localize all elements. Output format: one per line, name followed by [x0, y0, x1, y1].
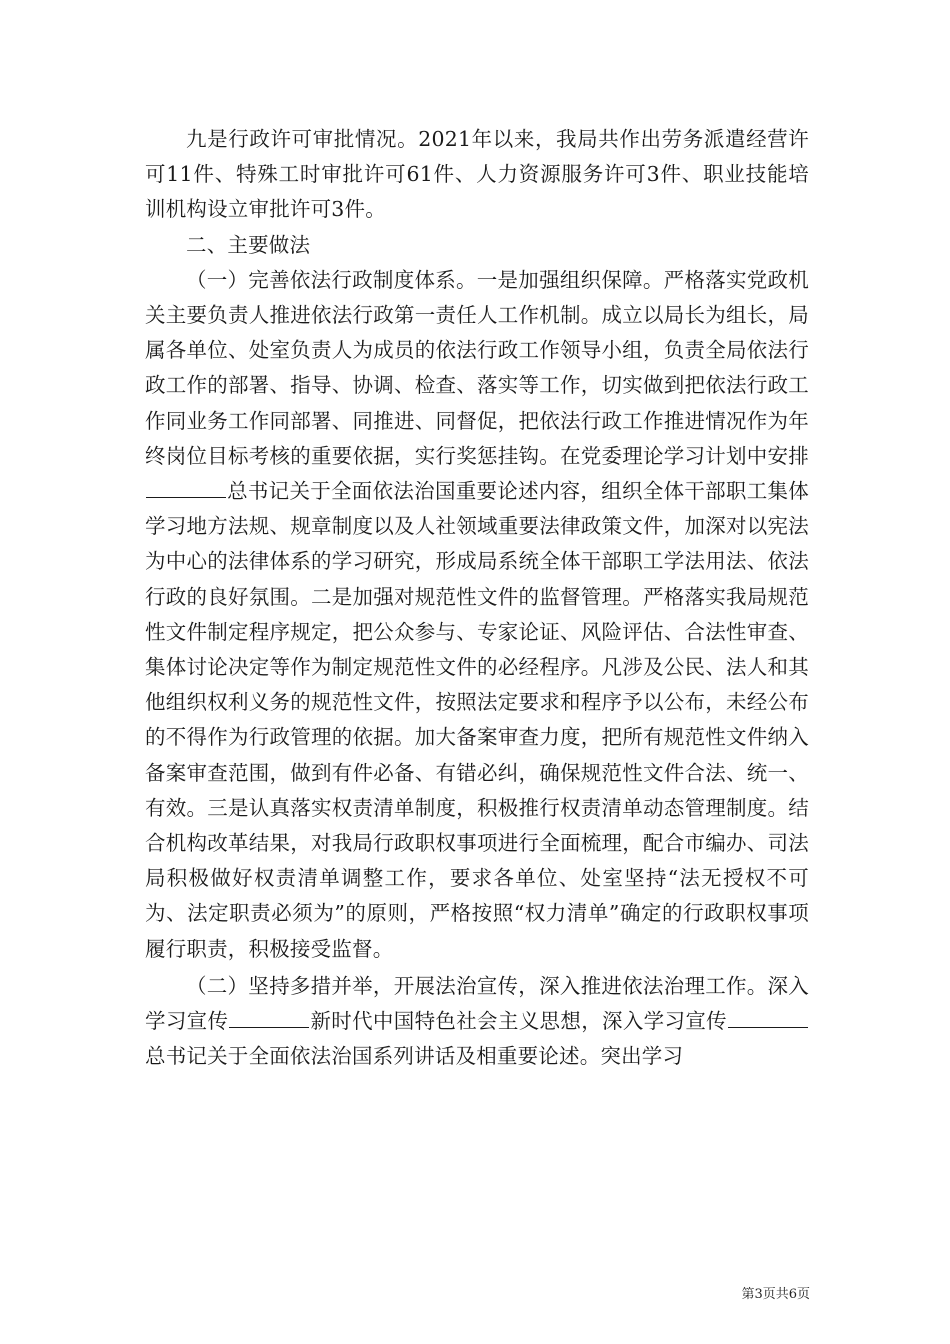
paragraph-text-segment: 总书记关于全面依法治国系列讲话及相重要论述。突出学习 — [145, 1044, 684, 1069]
section-heading-main-practices: 二、主要做法 — [186, 232, 311, 257]
paragraph-text-segment: （一）完善依法行政制度体系。一是加强组织保障。严格落实党政机关主要负责人推进依法行政第一责任人工作机制。成立以局长为组长，局属各单位、处室负责人为成员的依法行政工作领导小组，负责全局依法行政工作的部署、指导、协调、检查、落实等工作，切实做到把依法行政工作同业务工作同部署、同推进、同督促，把依法行政工作推进情况作为年终岗位目标考核的重要依据，实行奖惩挂钩。在党委理论学习计划中安排 — [145, 267, 809, 468]
paragraph-legal-admin-system — [145, 263, 809, 967]
paragraph-license-approval: 九是行政许可审批情况。2021年以来，我局共作出劳务派遣经营许可11件、特殊工时审批许可61件、人力资源服务许可3件、职业技能培训机构设立审批许可3件。 — [145, 127, 809, 222]
redacted-blank — [229, 1008, 309, 1028]
paragraph-text-segment: 新时代中国特色社会主义思想，深入学习宣传 — [310, 1009, 727, 1034]
redacted-blank — [728, 1008, 808, 1028]
paragraph-legal-publicity — [145, 969, 809, 1075]
redacted-blank — [146, 478, 226, 498]
document-body — [145, 122, 809, 1074]
page-number-footer: 第3页共6页 — [741, 1287, 810, 1302]
paragraph-text-segment: 总书记关于全面依法治国重要论述内容，组织全体干部职工集体学习地方法规、规章制度以及人社领域重要法律政策文件，加深对以宪法为中心的法律体系的学习研究，形成局系统全体干部职工学法用法、依法行政的良好氛围。二是加强对规范性文件的监督管理。严格落实我局规范性文件制定程序规定，把公众参与、专家论证、风险评估、合法性审查、集体讨论决定等作为制定规范性文件的必经程序。凡涉及公民、法人和其他组织权利义务的规范性文件，按照法定要求和程序予以公布，未经公布的不得作为行政管理的依据。加大备案审查力度，把所有规范性文件纳入备案审查范围，做到有件必备、有错必纠，确保规范性文件合法、统一、有效。三是认真落实权责清单制度，积极推行权责清单动态管理制度。结合机构改革结果，对我局行政职权事项进行全面梳理，配合市编办、司法局积极做好权责清单调整工作，要求各单位、处室坚持“法无授权不可为、法定职责必须为”的原则，严格按照“权力清单”确定的行政职权事项履行职责，积极接受监督。 — [145, 479, 809, 961]
paragraph-text-segment: （二）坚持多措并举，开展法治宣传，深入推进依法治理工作。深入学习宣传 — [145, 973, 809, 1034]
